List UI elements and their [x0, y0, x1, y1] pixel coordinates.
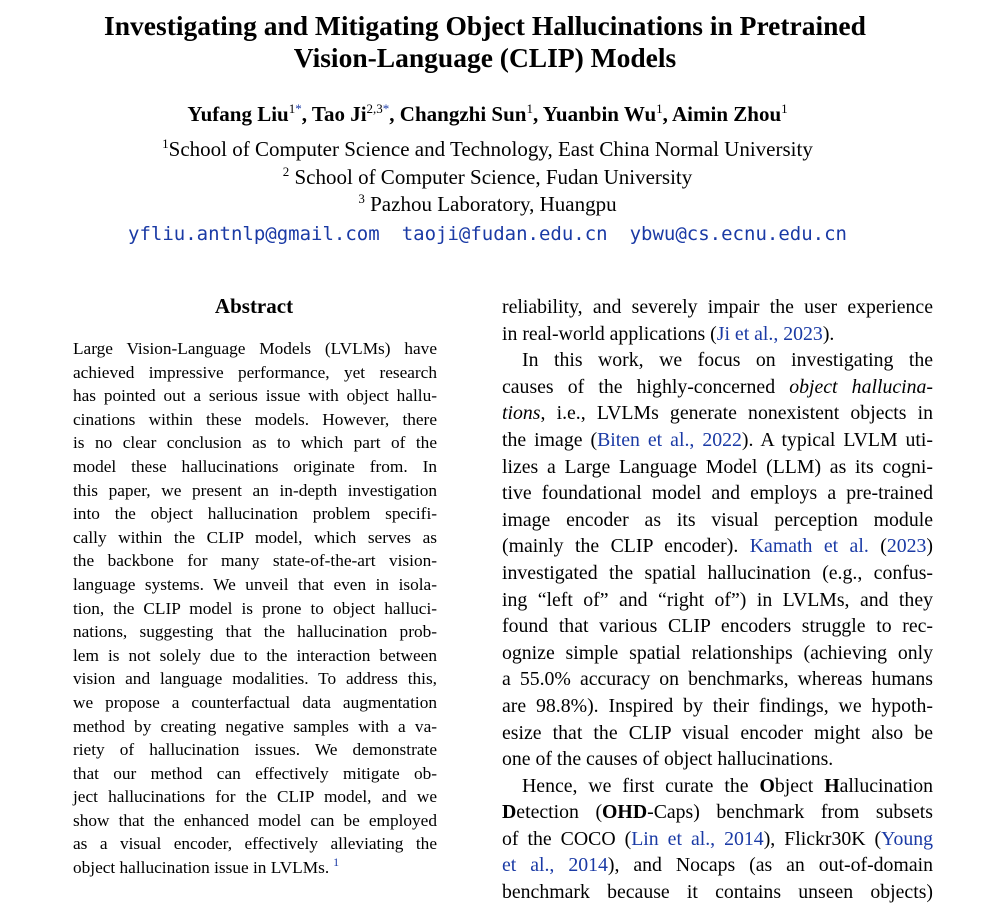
body-line: in real-world applications (Ji et al., 2023). [502, 322, 835, 345]
affiliation-line: $^1$School of Computer Science and Technology, East China Normal University [162, 136, 813, 161]
abstract-line: Large Vision-Language Models (LVLMs) have [73, 339, 437, 358]
citation-link[interactable]: 2023 [886, 535, 927, 558]
abstract-heading: Abstract [214, 294, 294, 318]
body-line: In this work, we focus on investigating the [522, 349, 933, 372]
abstract-line: has pointed out a serious issue with object hallu- [73, 386, 437, 406]
title-line-2: Vision-Language (CLIP) Models [293, 42, 677, 73]
citation-link[interactable]: Lin et al., 2014 [631, 827, 764, 850]
abstract-body [73, 337, 437, 880]
body-line: tions, i.e., LVLMs generate nonexistent objects in [502, 402, 933, 425]
body-line: one of the causes of object hallucinations. [502, 748, 834, 771]
abstract-line: method by creating negative samples with a va- [73, 716, 437, 736]
citation-link[interactable]: et al., 2014 [502, 854, 608, 877]
citation-link[interactable]: Young [881, 827, 934, 850]
citation-link[interactable]: Biten et al., 2022 [597, 428, 742, 451]
paper-title [0, 10, 970, 74]
body-line: benchmark because it contains unseen objects) [502, 881, 933, 904]
abstract-line: achieved impressive performance, yet research [73, 362, 437, 382]
body-line: lizes a Large Language Model (LLM) as its cogni- [502, 455, 933, 478]
author-affiliation-mark: 1 [526, 101, 533, 116]
author-name: Yuanbin Wu [542, 102, 657, 126]
abstract-line: into the object hallucination problem specifi- [73, 504, 437, 524]
body-line: a 55.0% accuracy on benchmarks, whereas humans [502, 668, 933, 691]
affiliation-list [0, 136, 975, 219]
author-name: Aimin Zhou [672, 102, 782, 126]
abstract-line: vision and language modalities. To address this, [73, 669, 437, 689]
abstract-line: cally within the CLIP model, which serves as [73, 527, 437, 547]
body-line: reliability, and severely impair the user experience [502, 296, 933, 318]
author-list: Yufang Liu$^{1*}$, Tao $Ji^{2,3*}$, Changzhi Sun$^1$, Yuanbin Wu$^1$, Aimin Zhou$^1$ [187, 101, 788, 126]
citation-link[interactable]: Ji et al., 2023 [716, 322, 823, 345]
abstract-line: language systems. We unveil that even in isola- [73, 574, 437, 594]
body-line: ing “left of” and “right of”) in LVLMs, and they [502, 588, 933, 611]
body-line: of the COCO (Lin et al., 2014), Flickr30K (Young [502, 827, 934, 850]
body-line: ognize simple spatial relationships (achieving only [502, 641, 933, 664]
body-line: the image (Biten et al., 2022). A typical LVLM uti- [502, 428, 933, 451]
abstract-line: cinations within these models. However, there [73, 409, 437, 429]
body-line: found that various CLIP encoders struggle to rec- [502, 615, 933, 638]
author-affiliation-mark: 1 [781, 101, 788, 116]
author-name: Yufang Liu [187, 102, 289, 126]
body-line: esize that the CLIP visual encoder might also be [502, 721, 933, 744]
abstract-line: nations, suggesting that the hallucination prob- [73, 622, 437, 642]
body-line: (mainly the CLIP encoder). Kamath et al. (2023) [502, 535, 933, 558]
author-affiliation-mark: 2,3* [366, 101, 390, 116]
body-line: investigated the spatial hallucination (e.g., confus- [502, 561, 933, 584]
affiliation-line: $^2$ School of Computer Science, Fudan University [282, 163, 693, 189]
abstract-line: tion, the CLIP model is prone to object halluci- [73, 598, 437, 618]
abstract-line: this paper, we present an in-depth investigation [73, 480, 437, 500]
author-name: Tao Ji [311, 102, 367, 126]
abstract-line: is no clear conclusion as to which part of the [73, 433, 437, 453]
abstract-line: model these hallucinations originate from. In [73, 456, 437, 476]
body-line: are 98.8%). Inspired by their findings, we hypoth- [502, 694, 933, 717]
author-affiliation-mark: 1* [288, 101, 302, 116]
email-list [0, 220, 975, 248]
body-line: et al., 2014), and Nocaps (as an out-of-domain [502, 854, 933, 877]
author-name: Changzhi Sun [399, 102, 527, 126]
affiliation-line: $^3$ Pazhou Laboratory, Huangpu [358, 191, 617, 216]
abstract-line: lem is not solely due to the interaction between [73, 645, 437, 665]
abstract-line: as a visual encoder, effectively alleviating the [73, 834, 437, 854]
citation-link[interactable]: Kamath et al. [749, 535, 869, 558]
abstract-line: show that the enhanced model can be employed [73, 810, 437, 830]
author-affiliation-mark: 1 [656, 101, 663, 116]
abstract-line: object hallucination issue in LVLMs. $^1$ [73, 855, 340, 878]
abstract-line: riety of hallucination issues. We demonstrate [73, 740, 437, 760]
body-line: image encoder as its visual perception module [502, 508, 933, 531]
body-line: Hence, we first curate the Object Hallucination [522, 774, 933, 797]
email-link[interactable]: ybwu@cs.ecnu.edu.cn [629, 223, 847, 245]
email-link[interactable]: yfliu.antnlp@gmail.com [128, 223, 380, 245]
abstract-line: the backbone for many state-of-the-art vision- [73, 551, 437, 571]
abstract-line: ject hallucinations for the CLIP model, and we [73, 787, 437, 807]
email-link[interactable]: taoji@fudan.edu.cn [401, 223, 608, 245]
body-line: Detection (OHD-Caps) benchmark from subsets [502, 801, 933, 824]
footnote-link[interactable]: 1 [333, 855, 340, 870]
abstract-line: we propose a counterfactual data augmentation [73, 692, 437, 712]
title-line-1: Investigating and Mitigating Object Hallucinations in Pretrained [104, 10, 866, 41]
intro-column [502, 294, 933, 906]
body-line: tive foundational model and employs a pre-trained [502, 482, 933, 505]
abstract-line: that our method can effectively mitigate ob- [73, 763, 437, 783]
body-line: causes of the highly-concerned object hallucina- [502, 375, 933, 398]
